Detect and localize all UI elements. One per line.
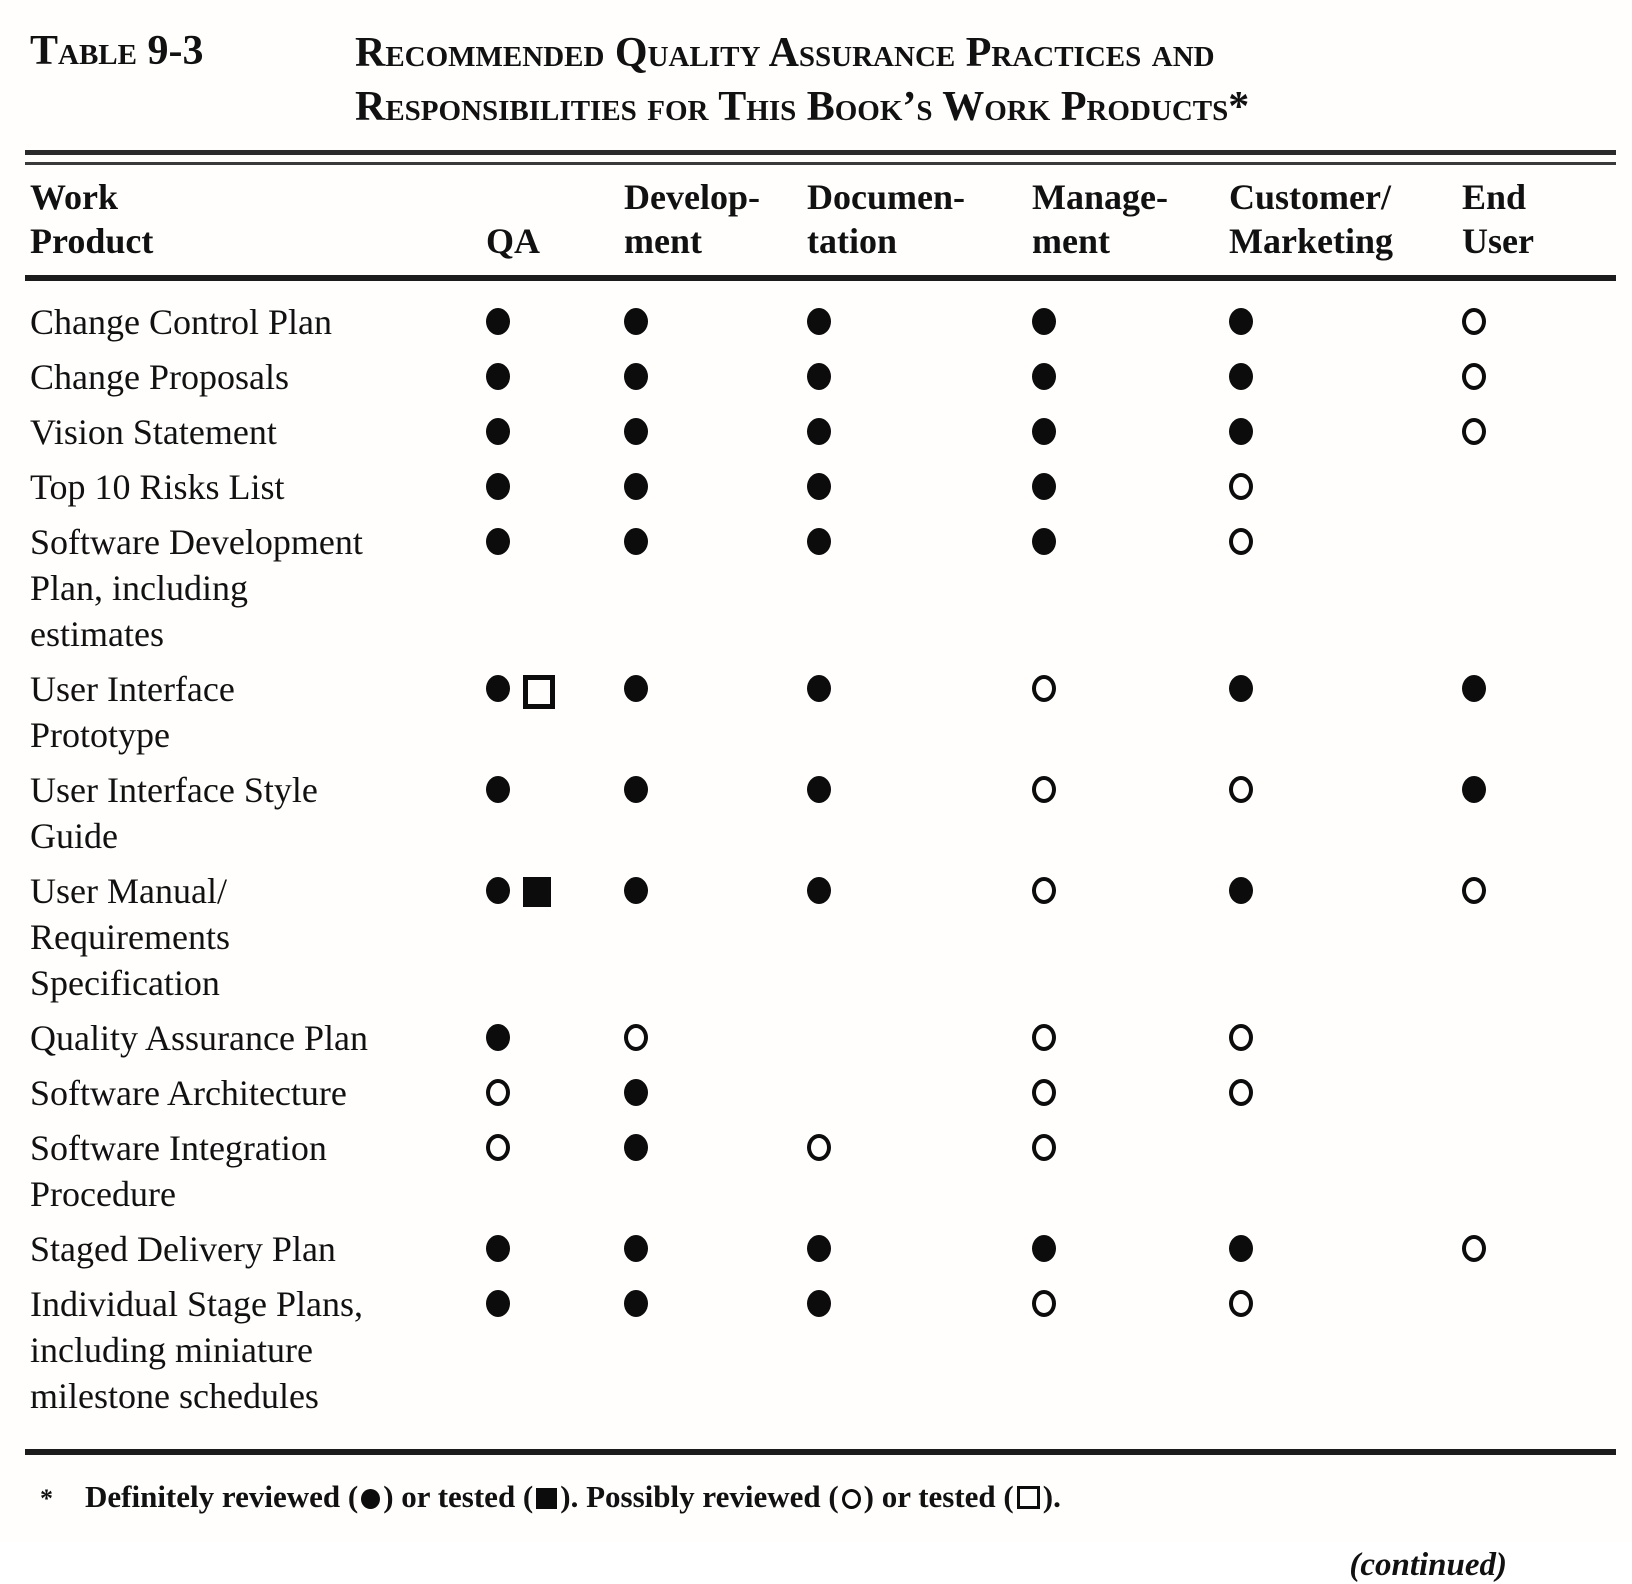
footnote <box>0 1455 1632 1519</box>
open-circle-icon <box>1229 528 1253 555</box>
filled-circle-icon <box>624 363 648 390</box>
column-header-line: ment <box>624 221 702 261</box>
work-product-name-line: Vision Statement <box>30 412 277 452</box>
open-circle-icon <box>1229 1079 1253 1106</box>
cell-qa <box>440 1125 590 1217</box>
filled-circle-icon <box>1229 418 1253 445</box>
cell-customer-marketing <box>1195 1281 1430 1419</box>
filled-circle-icon <box>486 776 510 803</box>
cell-qa <box>440 868 590 1006</box>
cell-development <box>590 354 775 400</box>
work-product-name-line: Quality Assurance Plan <box>30 1018 368 1058</box>
cell-qa <box>440 354 590 400</box>
cell-end-user <box>1430 868 1632 1006</box>
cell-management <box>1000 354 1195 400</box>
filled-circle-icon <box>1032 473 1056 500</box>
work-product-name <box>0 666 440 758</box>
work-product-name-line: Software Integration <box>30 1128 327 1168</box>
cell-development <box>590 1015 775 1061</box>
table-row <box>0 1015 1632 1061</box>
cell-qa <box>440 1281 590 1419</box>
cell-customer-marketing <box>1195 666 1430 758</box>
filled-circle-icon <box>807 1290 831 1317</box>
column-header-line: Documen- <box>807 177 965 217</box>
cell-customer-marketing <box>1195 299 1430 345</box>
filled-circle-icon <box>486 528 510 555</box>
filled-circle-icon <box>486 363 510 390</box>
cell-customer-marketing <box>1195 1070 1430 1116</box>
table-row <box>0 409 1632 455</box>
cell-qa <box>440 1070 590 1116</box>
footnote-text-segment: ). Possibly reviewed ( <box>560 1479 839 1514</box>
work-product-name-line: Change Control Plan <box>30 302 332 342</box>
table-row <box>0 1125 1632 1217</box>
filled-circle-icon <box>486 473 510 500</box>
work-product-name-line: User Manual/ <box>30 871 227 911</box>
filled-circle-icon <box>624 473 648 500</box>
column-header-line: tation <box>807 221 897 261</box>
filled-circle-icon <box>624 1290 648 1317</box>
filled-circle-icon <box>624 1079 648 1106</box>
table-title-area <box>0 0 1632 134</box>
work-product-name <box>0 767 440 859</box>
work-product-name-line: Prototype <box>30 715 170 755</box>
work-product-name <box>0 409 440 455</box>
column-header-line: Work <box>30 177 119 217</box>
work-product-name <box>0 1226 440 1272</box>
table-title-line-2: Responsibilities for This Book’s Work Products* <box>355 84 1250 130</box>
cell-management <box>1000 519 1195 657</box>
column-header-line: Product <box>30 221 154 261</box>
work-product-name-line: Specification <box>30 963 220 1003</box>
footnote-text-segment: ). <box>1042 1479 1061 1514</box>
cell-customer-marketing <box>1195 1125 1430 1217</box>
cell-customer-marketing <box>1195 409 1430 455</box>
table-body <box>0 281 1632 1419</box>
filled-circle-icon <box>486 675 510 702</box>
double-rule <box>25 150 1616 165</box>
work-product-name <box>0 868 440 1006</box>
footnote-text-segment: ) or tested ( <box>863 1479 1014 1514</box>
work-product-name-line: Change Proposals <box>30 357 289 397</box>
column-header-end-user <box>1430 175 1632 263</box>
filled-circle-icon <box>1462 776 1486 803</box>
cell-end-user <box>1430 1125 1632 1217</box>
cell-management <box>1000 299 1195 345</box>
filled-circle-icon <box>624 418 648 445</box>
open-circle-icon <box>1229 1290 1253 1317</box>
column-header-line: Marketing <box>1229 221 1393 261</box>
cell-qa <box>440 1015 590 1061</box>
cell-documentation <box>775 1015 1000 1061</box>
work-product-name-line: User Interface Style <box>30 770 318 810</box>
open-square-icon <box>523 675 555 709</box>
table-row <box>0 868 1632 1006</box>
cell-management <box>1000 1070 1195 1116</box>
cell-customer-marketing <box>1195 354 1430 400</box>
cell-qa <box>440 1226 590 1272</box>
filled-circle-icon <box>807 363 831 390</box>
cell-management <box>1000 1281 1195 1419</box>
table-row <box>0 1226 1632 1272</box>
cell-management <box>1000 666 1195 758</box>
work-product-name <box>0 354 440 400</box>
cell-management <box>1000 767 1195 859</box>
filled-circle-icon <box>807 877 831 904</box>
filled-circle-icon <box>1462 675 1486 702</box>
cell-end-user <box>1430 1070 1632 1116</box>
cell-development <box>590 464 775 510</box>
column-header-customer-marketing <box>1195 175 1430 263</box>
open-circle-icon <box>486 1079 510 1106</box>
column-header-documentation <box>775 175 1000 263</box>
work-product-name-line: Staged Delivery Plan <box>30 1229 336 1269</box>
cell-qa <box>440 464 590 510</box>
cell-development <box>590 409 775 455</box>
filled-circle-icon <box>1032 528 1056 555</box>
cell-management <box>1000 1015 1195 1061</box>
work-product-name <box>0 464 440 510</box>
filled-circle-icon <box>486 418 510 445</box>
filled-circle-icon <box>1229 675 1253 702</box>
cell-development <box>590 1070 775 1116</box>
cell-qa <box>440 666 590 758</box>
cell-end-user <box>1430 354 1632 400</box>
open-circle-icon <box>1229 473 1253 500</box>
filled-circle-icon <box>361 1489 380 1509</box>
cell-customer-marketing <box>1195 1015 1430 1061</box>
filled-circle-icon <box>807 675 831 702</box>
cell-qa <box>440 299 590 345</box>
table-label: Table 9-3 <box>30 28 204 74</box>
filled-circle-icon <box>807 418 831 445</box>
cell-management <box>1000 409 1195 455</box>
filled-circle-icon <box>1032 1235 1056 1262</box>
cell-end-user <box>1430 299 1632 345</box>
filled-circle-icon <box>486 1290 510 1317</box>
continued-note: (continued) <box>1349 1547 1507 1583</box>
work-product-name-line: including miniature <box>30 1330 313 1370</box>
column-header-line: Develop- <box>624 177 760 217</box>
open-circle-icon <box>1032 776 1056 803</box>
filled-circle-icon <box>486 1235 510 1262</box>
cell-documentation <box>775 299 1000 345</box>
work-product-name <box>0 1281 440 1419</box>
work-product-name-line: Software Development <box>30 522 363 562</box>
work-product-name-line: milestone schedules <box>30 1376 319 1416</box>
filled-circle-icon <box>807 308 831 335</box>
cell-management <box>1000 464 1195 510</box>
work-product-name-line: Plan, including <box>30 568 248 608</box>
table-row <box>0 354 1632 400</box>
work-product-name <box>0 1070 440 1116</box>
filled-circle-icon <box>486 877 510 904</box>
work-product-name-line: Requirements <box>30 917 230 957</box>
filled-circle-icon <box>807 776 831 803</box>
open-circle-icon <box>1462 1235 1486 1262</box>
cell-documentation <box>775 767 1000 859</box>
open-square-icon <box>1017 1486 1040 1509</box>
open-circle-icon <box>807 1134 831 1161</box>
cell-documentation <box>775 409 1000 455</box>
open-circle-icon <box>1462 308 1486 335</box>
open-circle-icon <box>1032 1134 1056 1161</box>
table-row <box>0 299 1632 345</box>
filled-circle-icon <box>807 1235 831 1262</box>
filled-square-icon <box>523 877 551 907</box>
work-product-name-line: estimates <box>30 614 164 654</box>
column-header-management <box>1000 175 1195 263</box>
work-product-name <box>0 1125 440 1217</box>
cell-customer-marketing <box>1195 767 1430 859</box>
cell-management <box>1000 868 1195 1006</box>
table-row <box>0 1070 1632 1116</box>
filled-circle-icon <box>624 675 648 702</box>
cell-documentation <box>775 519 1000 657</box>
cell-customer-marketing <box>1195 868 1430 1006</box>
work-product-name <box>0 519 440 657</box>
table-row <box>0 666 1632 758</box>
cell-development <box>590 1226 775 1272</box>
column-header-line: User <box>1462 221 1534 261</box>
table-title-line-1: Recommended Quality Assurance Practices and <box>355 30 1215 76</box>
column-header-qa <box>440 219 590 263</box>
open-circle-icon <box>1032 1290 1056 1317</box>
cell-qa <box>440 519 590 657</box>
work-product-name-line: Top 10 Risks List <box>30 467 285 507</box>
filled-circle-icon <box>624 776 648 803</box>
open-circle-icon <box>1462 363 1486 390</box>
open-circle-icon <box>1032 675 1056 702</box>
open-circle-icon <box>1032 877 1056 904</box>
cell-documentation <box>775 354 1000 400</box>
filled-circle-icon <box>807 528 831 555</box>
cell-end-user <box>1430 464 1632 510</box>
cell-documentation <box>775 666 1000 758</box>
table-row <box>0 1281 1632 1419</box>
filled-circle-icon <box>1229 1235 1253 1262</box>
cell-customer-marketing <box>1195 464 1430 510</box>
column-header-work-product <box>0 175 440 263</box>
filled-circle-icon <box>1229 363 1253 390</box>
filled-circle-icon <box>486 308 510 335</box>
cell-qa <box>440 409 590 455</box>
cell-end-user <box>1430 1015 1632 1061</box>
cell-customer-marketing <box>1195 519 1430 657</box>
filled-circle-icon <box>807 473 831 500</box>
column-header-development <box>590 175 775 263</box>
filled-circle-icon <box>624 1235 648 1262</box>
filled-circle-icon <box>624 877 648 904</box>
open-circle-icon <box>486 1134 510 1161</box>
table-header-row <box>0 165 1632 263</box>
cell-management <box>1000 1125 1195 1217</box>
open-circle-icon <box>624 1024 648 1051</box>
column-header-line: End <box>1462 177 1527 217</box>
work-product-name-line: Procedure <box>30 1174 176 1214</box>
open-circle-icon <box>1229 776 1253 803</box>
filled-square-icon <box>536 1488 557 1509</box>
footnote-text-segment: Definitely reviewed ( <box>85 1479 359 1514</box>
column-header-line: Manage- <box>1032 177 1168 217</box>
filled-circle-icon <box>1032 363 1056 390</box>
open-circle-icon <box>1032 1024 1056 1051</box>
open-circle-icon <box>842 1489 861 1509</box>
filled-circle-icon <box>1229 877 1253 904</box>
filled-circle-icon <box>486 1024 510 1051</box>
cell-end-user <box>1430 767 1632 859</box>
table-row <box>0 767 1632 859</box>
cell-end-user <box>1430 409 1632 455</box>
work-product-name-line: Software Architecture <box>30 1073 347 1113</box>
filled-circle-icon <box>1032 418 1056 445</box>
work-product-name <box>0 299 440 345</box>
work-product-name <box>0 1015 440 1061</box>
table-title <box>355 26 1249 134</box>
filled-circle-icon <box>624 308 648 335</box>
cell-management <box>1000 1226 1195 1272</box>
open-circle-icon <box>1229 1024 1253 1051</box>
open-circle-icon <box>1462 418 1486 445</box>
open-circle-icon <box>1032 1079 1056 1106</box>
table-row <box>0 519 1632 657</box>
cell-development <box>590 1125 775 1217</box>
column-header-line: QA <box>486 221 540 261</box>
cell-documentation <box>775 1226 1000 1272</box>
cell-documentation <box>775 868 1000 1006</box>
cell-development <box>590 767 775 859</box>
column-header-line: Customer/ <box>1229 177 1391 217</box>
cell-development <box>590 868 775 1006</box>
cell-end-user <box>1430 519 1632 657</box>
cell-documentation <box>775 464 1000 510</box>
filled-circle-icon <box>624 528 648 555</box>
cell-end-user <box>1430 666 1632 758</box>
open-circle-icon <box>1462 877 1486 904</box>
filled-circle-icon <box>1229 308 1253 335</box>
cell-development <box>590 519 775 657</box>
work-product-name-line: User Interface <box>30 669 235 709</box>
cell-end-user <box>1430 1226 1632 1272</box>
column-header-line: ment <box>1032 221 1110 261</box>
footnote-marker: * <box>40 1484 53 1513</box>
cell-qa <box>440 767 590 859</box>
cell-documentation <box>775 1281 1000 1419</box>
filled-circle-icon <box>1032 308 1056 335</box>
footnote-text-segment: ) or tested ( <box>383 1479 534 1514</box>
cell-development <box>590 666 775 758</box>
footnote-text <box>85 1477 1061 1519</box>
filled-circle-icon <box>624 1134 648 1161</box>
cell-customer-marketing <box>1195 1226 1430 1272</box>
work-product-name-line: Guide <box>30 816 118 856</box>
cell-development <box>590 1281 775 1419</box>
cell-documentation <box>775 1070 1000 1116</box>
work-product-name-line: Individual Stage Plans, <box>30 1284 363 1324</box>
cell-development <box>590 299 775 345</box>
table-row <box>0 464 1632 510</box>
cell-documentation <box>775 1125 1000 1217</box>
cell-end-user <box>1430 1281 1632 1419</box>
